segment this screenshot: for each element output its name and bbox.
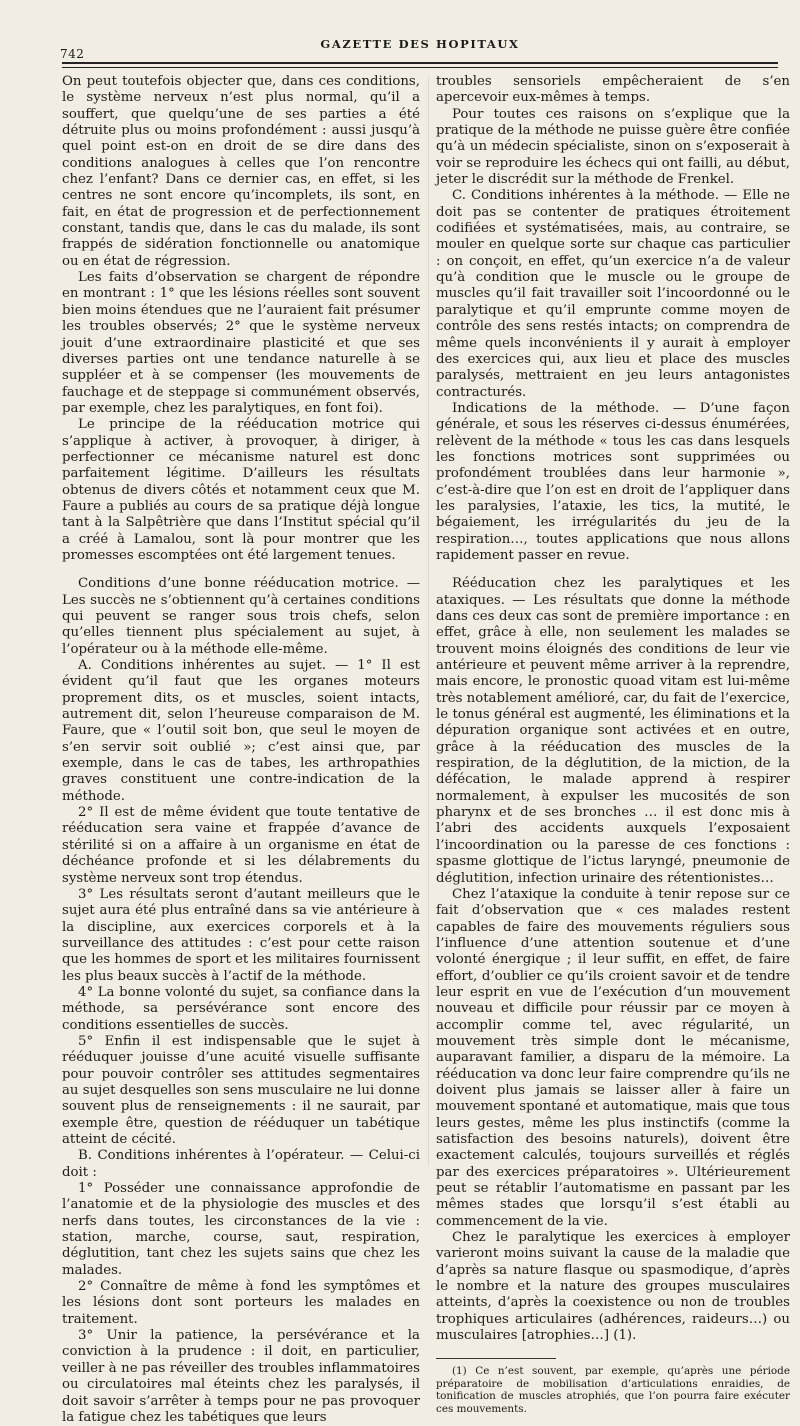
paragraph: troubles sensoriels empêcheraient de s’en apercevoir eux-mêmes à temps. xyxy=(436,74,790,106)
paragraph: 4° La bonne volonté du sujet, sa confiance dans la méthode, sa persévérance sont encore des conditions essentielles de succès. xyxy=(62,984,420,1033)
right-column xyxy=(436,74,790,1415)
running-title: GAZETTE DES HOPITAUX xyxy=(320,37,520,51)
paragraph: 2° Il est de même évident que toute tentative de rééducation sera vaine et frappée d’avance de stérilité si on a affaire à un organisme en état de déchéance profonde et si les délabrements du système nerveux sont trop étendus. xyxy=(62,805,420,886)
header-rule-thin xyxy=(62,67,778,68)
page-header xyxy=(60,33,780,61)
section-paragraph: Conditions d’une bonne rééducation motrice. — Les succès ne s’obtiennent qu’à certaines conditions qui peuvent se ranger sous trois chefs, selon qu’elles tiennent plus spécialement au sujet, à l’opérateur ou à la méthode elle-même. xyxy=(62,576,420,657)
paragraph: 5° Enfin il est indispensable que le sujet à rééduquer jouisse d’une acuité visuelle suffisante pour pouvoir contrôler ses attitudes segmentaires au sujet desquelles son sens musculaire ne lui donne souvent plus de renseignements : il ne saurait, par exemple être, question de rééduquer un tabétique atteint de cécité. xyxy=(62,1033,420,1147)
paragraph: C. Conditions inhérentes à la méthode. — Elle ne doit pas se contenter de pratiques étroitement codifiées et systématisées, mais, au contraire, se mouler en quelque sorte sur chaque cas particulier : on conçoit, en effet, qu’un exercice n’a de valeur qu’à condition que le muscle ou le groupe de muscles qu’il fait travailler soit l’incoordonné ou le paralytique et qu’il emprunte comme moyen de contrôle des sens restés intacts; on comprendra de même quels inconvénients il y aurait à employer des exercices qui, aux lieu et place des muscles paralysés, mettraient en jeu leurs antagonistes contracturés. xyxy=(436,188,790,400)
paragraph: Pour toutes ces raisons on s’explique que la pratique de la méthode ne puisse guère être confiée qu’à un médecin spécialiste, sinon on s’exposerait à voir se reproduire les échecs qui ont failli, au début, jeter le discrédit sur la méthode de Frenkel. xyxy=(436,106,790,188)
page-number: 742 xyxy=(60,47,85,61)
paragraph: Chez le paralytique les exercices à employer varieront moins suivant la cause de la maladie que d’après sa nature flasque ou spasmodique, d’après le nombre et la nature des groupes musculaires atteints, d’après la coexistence ou non de troubles trophiques articulaires (adhérences, raideurs…) ou musculaires [atrophies…] (1). xyxy=(436,1230,790,1344)
paragraph: On peut toutefois objecter que, dans ces conditions, le système nerveux n’est plus normal, qu’il a souffert, que quelqu’une de ses parties a été détruite plus ou moins profondément : aussi jusqu’à quel point est-on en droit de se dire dans des conditions analogues à celles que l’on rencontre chez l’enfant? Dans ce dernier cas, en effet, si les centres ne sont encore qu’incomplets, ils sont, en fait, en état de progression et de perfectionnement constant, tandis que, dans le cas du malade, ils sont frappés de sidération fonctionnelle ou anatomique ou en état de régression. xyxy=(62,74,420,269)
section-paragraph: Rééducation chez les paralytiques et les ataxiques. — Les résultats que donne la méthode dans ces deux cas sont de première importance : en effet, grâce à elle, non seulement les malades se trouvent moins éloignés des conditions de leur vie antérieure et peuvent même arriver à la reprendre, mais encore, le pronostic quoad vitam est lui-même très notablement amélioré, car, du fait de l’exercice, le tonus général est augmenté, les éliminations et la dépuration organique sont activées et en outre, grâce à la rééducation des muscles de la respiration, de la déglutition, de la miction, de la défécation, le malade apprend à respirer normalement, à expulser les mucosités de son pharynx et de ses bronches … il est donc mis à l’abri des accidents auxquels l’exposaient l’incoordination ou la paresse de ces fonctions : spasme glottique de l’ictus laryngé, pneumonie de déglutition, infection urinaire des rétentionistes… xyxy=(436,576,790,886)
column-divider xyxy=(428,76,429,1166)
paragraph: B. Conditions inhérentes à l’opérateur. — Celui-ci doit : xyxy=(62,1148,420,1180)
header-rule-thick xyxy=(62,62,778,64)
paragraph: 3° Unir la patience, la persévérance et la conviction à la prudence : il doit, en particulier, veiller à ne pas réveiller des troubles inflammatoires ou circulatoires mal éteints chez les paralysés, il doit savoir s’arrêter à temps pour ne pas provoquer la fatigue chez les tabétiques que leurs xyxy=(62,1328,420,1425)
paragraph: A. Conditions inhérentes au sujet. — 1° Il est évident qu’il faut que les organes moteurs proprement dits, os et muscles, soient intacts, autrement dit, selon l’heureuse comparaison de M. Faure, que « l’outil soit bon, que seul le moyen de s’en servir soit oublié »; c’est ainsi que, par exemple, dans le cas de tabes, les arthropathies graves constituent une contre-indication de la méthode. xyxy=(62,658,420,804)
paragraph: 3° Les résultats seront d’autant meilleurs que le sujet aura été plus entraîné dans sa vie antérieure à la discipline, aux exercices corporels et à la surveillance des attitudes : c’est pour cette raison que les hommes de sport et les militaires fournissent les plus beaux succès à l’actif de la méthode. xyxy=(62,886,420,984)
paragraph: Le principe de la rééducation motrice qui s’applique à activer, à provoquer, à diriger, à perfectionner ce mécanisme naturel est donc parfaitement légitime. D’ailleurs les résultats obtenus de divers côtés et notamment ceux que M. Faure a publiés au cours de sa pratique déjà longue tant à la Salpêtrière que dans l’Institut spécial qu’il a créé à Lamalou, sont là pour montrer que les promesses escomptées ont été largement tenues. xyxy=(62,417,420,563)
paragraph: 1° Posséder une connaissance approfondie de l’anatomie et de la physiologie des muscles et des nerfs dans toutes, les circonstances de la vie : station, marche, course, saut, respiration, déglutition, tant chez les sujets sains que chez les malades. xyxy=(62,1181,420,1278)
paragraph: Chez l’ataxique la conduite à tenir repose sur ce fait d’observation que « ces malades restent capables de faire des mouvements réguliers sous l’influence d’une attention soutenue et d’une volonté énergique ; il leur suffit, en effet, de faire effort, d’oublier ce qu’ils croient savoir et de tendre leur esprit en vue de l’exécution d’un mouvement nouveau et difficile pour réussir par ce moyen à accomplir comme tel, avec régularité, un mouvement très simple dont le mécanisme, auparavant familier, a disparu de la mémoire. La rééducation va donc leur faire comprendre qu’ils ne doivent plus jamais se laisser aller à faire un mouvement spontané et automatique, mais que tous leurs gestes, même les plus instinctifs (comme la satisfaction des besoins naturels), doivent être exactement calculés, toujours surveillés et réglés par des exercices préparatoires ». Ultérieurement peut se rétablir l’automatisme en passant par les mêmes stades que lorsqu’il s’est établi au commencement de la vie. xyxy=(436,886,790,1229)
paragraph: 2° Connaître de même à fond les symptômes et les lésions dont sont porteurs les malades en traitement. xyxy=(62,1279,420,1327)
left-column xyxy=(62,74,420,1426)
paragraph: Indications de la méthode. — D’une façon générale, et sous les réserves ci-dessus énumérées, relèvent de la méthode « tous les cas dans lesquels les fonctions motrices sont supprimées ou profondément troublées dans leur harmonie », c’est-à-dire que l’on est en droit de l’appliquer dans les paralysies, l’ataxie, les tics, la mutité, le bégaiement, les irrégularités du jeu de la respiration…, toutes applications que nous allons rapidement passer en revue. xyxy=(436,400,790,563)
paragraph: Les faits d’observation se chargent de répondre en montrant : 1° que les lésions réelles sont souvent bien moins étendues que ne l’auraient fait présumer les troubles observés; 2° que le système nerveux jouit d’une extraordinaire plasticité et que ses diverses parties ont une tendance naturelle à se suppléer et à se compenser (les mouvements de fauchage et de steppage si communément observés, par exemple, chez les paralytiques, en font foi). xyxy=(62,270,420,416)
footnote-rule xyxy=(436,1358,556,1359)
footnote: (1) Ce n’est souvent, par exemple, qu’après une période préparatoire de mobilisation d’articulations enraidies, de tonification de muscles atrophiés, que l’on pourra faire exécuter ces mouvements. xyxy=(436,1365,790,1415)
